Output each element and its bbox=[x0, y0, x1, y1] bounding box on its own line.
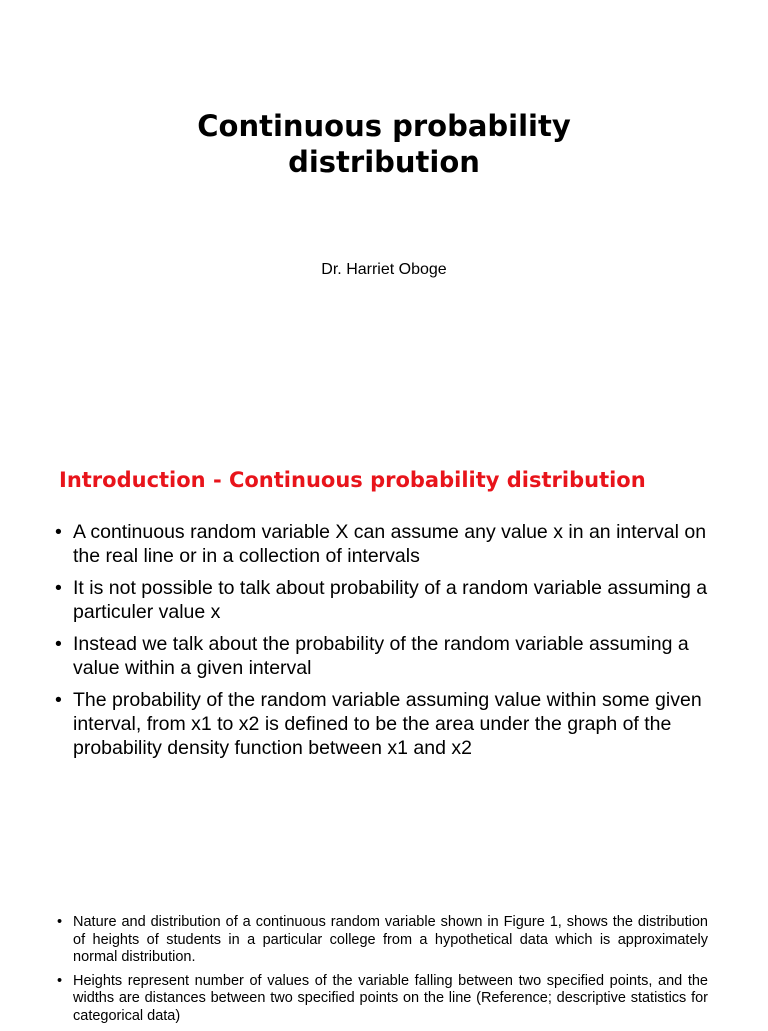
bullet-item bbox=[55, 688, 715, 760]
author-name: Dr. Harriet Oboge bbox=[321, 261, 447, 278]
slide-title-line-1: Continuous probability bbox=[197, 109, 571, 143]
bullet-icon: • bbox=[57, 914, 63, 930]
note-text: Nature and distribution of a continuous random variable shown in Figure 1, shows the distribution of heights of students in a particular college from a hypothetical data which is approximately normal distribution. bbox=[73, 914, 708, 965]
bullet-text: A continuous random variable X can assume any value x in an interval on the real line or in a collection of intervals bbox=[73, 521, 707, 567]
bullet-item bbox=[55, 520, 715, 568]
bullet-list bbox=[55, 520, 715, 768]
bullet-icon: • bbox=[55, 633, 62, 655]
bullet-text: The probability of the random variable assuming value within some given interval, from x1 to x2 is defined to be the area under the graph of the probability density function between x1 and x2 bbox=[73, 689, 702, 759]
distribution-notes-slide bbox=[0, 864, 768, 1024]
bullet-text: Instead we talk about the probability of the random variable assuming a value within a given interval bbox=[73, 633, 689, 679]
bullet-text: It is not possible to talk about probability of a random variable assuming a particuler value x bbox=[73, 577, 708, 623]
bullet-icon: • bbox=[55, 521, 62, 543]
bullet-item bbox=[55, 576, 715, 624]
slide-title bbox=[0, 108, 768, 180]
note-text: Heights represent number of values of the variable falling between two specified points, and the widths are distances between two specified points on the line (Reference; descriptive statistics for categorical data) bbox=[73, 972, 708, 1024]
note-item bbox=[57, 914, 708, 967]
slide-title-line-2: distribution bbox=[288, 145, 480, 179]
bullet-icon: • bbox=[55, 577, 62, 599]
bullet-icon: • bbox=[57, 972, 63, 989]
notes-list bbox=[57, 914, 708, 1031]
title-slide bbox=[0, 0, 768, 432]
section-heading: Introduction - Continuous probability distribution bbox=[59, 468, 646, 492]
note-item bbox=[57, 973, 708, 1026]
bullet-icon: • bbox=[55, 689, 62, 711]
bullet-item bbox=[55, 632, 715, 680]
introduction-slide bbox=[0, 432, 768, 864]
